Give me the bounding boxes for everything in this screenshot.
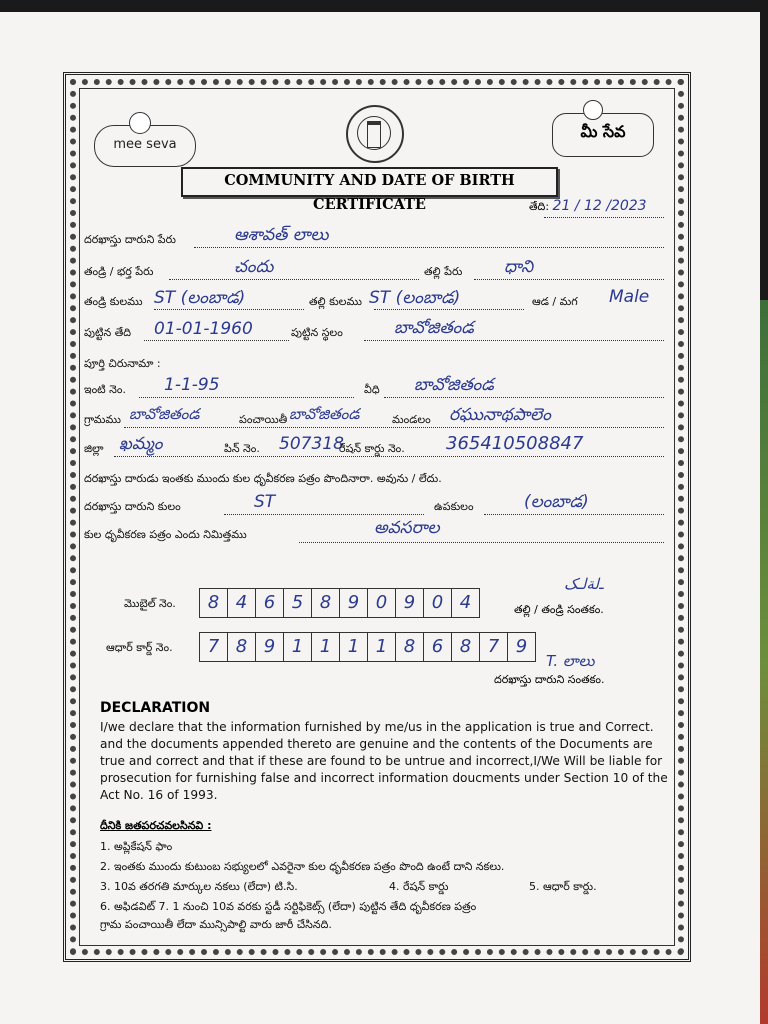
declaration-text: I/we declare that the information furnished by me/us in the application is true and Correct. and the documents appended thereto are genuine and the contents of the Documents are true and correct and that if these are found to be untrue and incorrect,I/We Will be liable for prosecution for furnishing false and incorrect information doucments under Section 10 of the Act No. 16 of 1993. [100, 720, 668, 802]
mobile-digit: 0 [423, 588, 451, 618]
aadhaar-digit: 9 [507, 632, 536, 662]
prior-cert-question: దరఖాస్తు దారుడు ఇంతకు ముందు కుల ధృవీకరణ పత్రం పొందినారా. అవును / లేదు. [84, 472, 442, 485]
aadhaar-label-row [106, 641, 173, 657]
pob-value: బావోజితండ [394, 318, 474, 338]
pin-value: 507318 [279, 434, 344, 454]
mother-caste-value: ST (లంబాడ) [369, 288, 461, 308]
aadhaar-digit: 1 [367, 632, 395, 662]
aadhaar-digit: 6 [423, 632, 451, 662]
enclosure-item-3: 3. 10వ తరగతి మార్కుల నకలు (లేదా) టి.సి. [100, 880, 298, 893]
mobile-digit: 9 [395, 588, 423, 618]
father-value: చందు [234, 257, 274, 277]
applicant-signature: T. లాలు [546, 652, 595, 670]
enclosure-item-4: 4. రేషన్ కార్డు [389, 880, 449, 893]
subcaste-label: ఉపకులం [434, 500, 474, 513]
district-label: జిల్లా [84, 442, 104, 455]
purpose-value: అవసరాల [374, 518, 440, 538]
mobile-label-row [124, 597, 176, 613]
address-label: పూర్తి చిరునామా : [84, 357, 161, 370]
dob-value: 01-01-1960 [154, 319, 253, 339]
aadhaar-digit: 1 [311, 632, 339, 662]
street-value: బావోజితండ [414, 375, 494, 395]
pin-label: పిన్ నెం. [224, 442, 260, 455]
logo-left-text: mee seva [113, 137, 177, 152]
background-strip [760, 300, 768, 1024]
gender-value: Male [609, 287, 650, 307]
caste-value: ST [254, 492, 276, 512]
prior-cert-row [84, 472, 669, 488]
ration-value: 365410508847 [446, 433, 584, 454]
mobile-digit: 6 [255, 588, 283, 618]
mobile-digit: 4 [451, 588, 480, 618]
applicant-label: దరఖాస్తు దారుని పేరు [84, 233, 176, 246]
dob-label: పుట్టిన తేది [84, 326, 132, 339]
house-label: ఇంటి నెం. [84, 383, 126, 396]
mandal-label: మండలం [392, 413, 431, 426]
subcaste-value: (లంబాడ) [524, 492, 589, 512]
street-label: వీధి [364, 383, 380, 396]
aadhaar-digit: 7 [199, 632, 227, 662]
district-value: ఖమ్మం [119, 434, 163, 454]
aadhaar-label: ఆధార్ కార్డ్ నెం. [106, 641, 173, 654]
enclosure-item-5: 5. ఆధార్ కార్డు. [529, 880, 597, 893]
certificate-title: COMMUNITY AND DATE OF BIRTH CERTIFICATE [181, 167, 558, 197]
certificate-content [84, 95, 669, 945]
enclosure-item-1: 1. అప్లికేషన్ ఫాం [100, 840, 173, 853]
declaration-title: DECLARATION [100, 700, 211, 716]
aadhaar-digit: 1 [283, 632, 311, 662]
enclosure-item-6b: గ్రామ పంచాయితీ లేదా మున్సిపాల్టి వారు జారీ చేసినది. [100, 918, 332, 931]
mobile-digit: 8 [311, 588, 339, 618]
mother-label: తల్లి పేరు [424, 265, 463, 278]
mobile-digit: 8 [199, 588, 227, 618]
aadhaar-digit: 1 [339, 632, 367, 662]
panchayat-value: బావోజితండ [289, 405, 360, 423]
date-row [529, 198, 647, 216]
enclosure-item-2: 2. ఇంతకు ముందు కుటుంబ సభ్యులలో ఎవరైనా కుల ధృవీకరణ పత్రం పొంది ఉంటే దాని నకలు. [100, 860, 505, 873]
enclosures-title: దీనికి జతపరచవలసినవి : [100, 819, 212, 832]
aadhaar-digit: 8 [395, 632, 423, 662]
gender-label: ఆడ / మగ [532, 295, 578, 308]
emblem-icon [583, 100, 603, 120]
applicant-signature-label: దరఖాస్తు దారుని సంతకం. [494, 673, 605, 686]
aadhaar-digit: 8 [227, 632, 255, 662]
panchayat-label: పంచాయితీ [239, 413, 288, 426]
father-label: తండ్రి / భర్త పేరు [84, 265, 154, 278]
caste-label: దరఖాస్తు దారుని కులం [84, 500, 181, 513]
parent-signature-label: తల్లి / తండ్రి సంతకం. [514, 603, 604, 616]
mee-seva-logo [94, 125, 196, 167]
mandal-value: రఘునాథపాలెం [449, 405, 551, 425]
enclosure-item-6: 6. అఫిడవిట్ 7. 1 నుంచి 10వ వరకు స్టడీ సర్టిఫికెట్స్ (లేదా) పుట్టిన తేది ధృవీకరణ పత్రం [100, 900, 477, 913]
mother-value: ధాని [504, 257, 534, 277]
mobile-digit: 5 [283, 588, 311, 618]
aadhaar-digit: 7 [479, 632, 507, 662]
logo-right-text: మీ సేవ [580, 122, 626, 141]
village-label: గ్రామము [84, 413, 121, 426]
mobile-label: మొబైల్ నెం. [124, 597, 176, 610]
aadhaar-number-boxes [199, 632, 536, 662]
house-value: 1-1-95 [164, 375, 220, 395]
date-label: తేది: [529, 200, 550, 213]
village-value: బావోజితండ [129, 405, 200, 423]
aadhaar-digit: 8 [451, 632, 479, 662]
mobile-digit: 9 [339, 588, 367, 618]
emblem-icon [129, 112, 151, 134]
applicant-value: ఆశావత్ లాలు [234, 225, 329, 245]
father-caste-value: ST (లంబాడ) [154, 288, 246, 308]
mee-seva-telugu-logo [552, 113, 654, 157]
parent-signature: ـ‫ﻟﺔﻟـﮏ‬ [564, 575, 604, 593]
father-caste-label: తండ్రి కులము [84, 295, 143, 308]
aadhaar-digit: 9 [255, 632, 283, 662]
address-heading [84, 357, 669, 373]
mobile-number-boxes [199, 588, 480, 618]
mother-caste-label: తల్లి కులము [309, 295, 362, 308]
telangana-emblem-icon [346, 105, 404, 163]
mobile-digit: 0 [367, 588, 395, 618]
mobile-digit: 4 [227, 588, 255, 618]
date-value: 21 / 12 /2023 [552, 198, 647, 214]
purpose-label: కుల ధృవీకరణ పత్రం ఎందు నిమిత్తము [84, 528, 247, 541]
ration-label: రేషన్ కార్డు నెం. [339, 442, 405, 455]
pob-label: పుట్టిన స్థలం [291, 326, 343, 339]
